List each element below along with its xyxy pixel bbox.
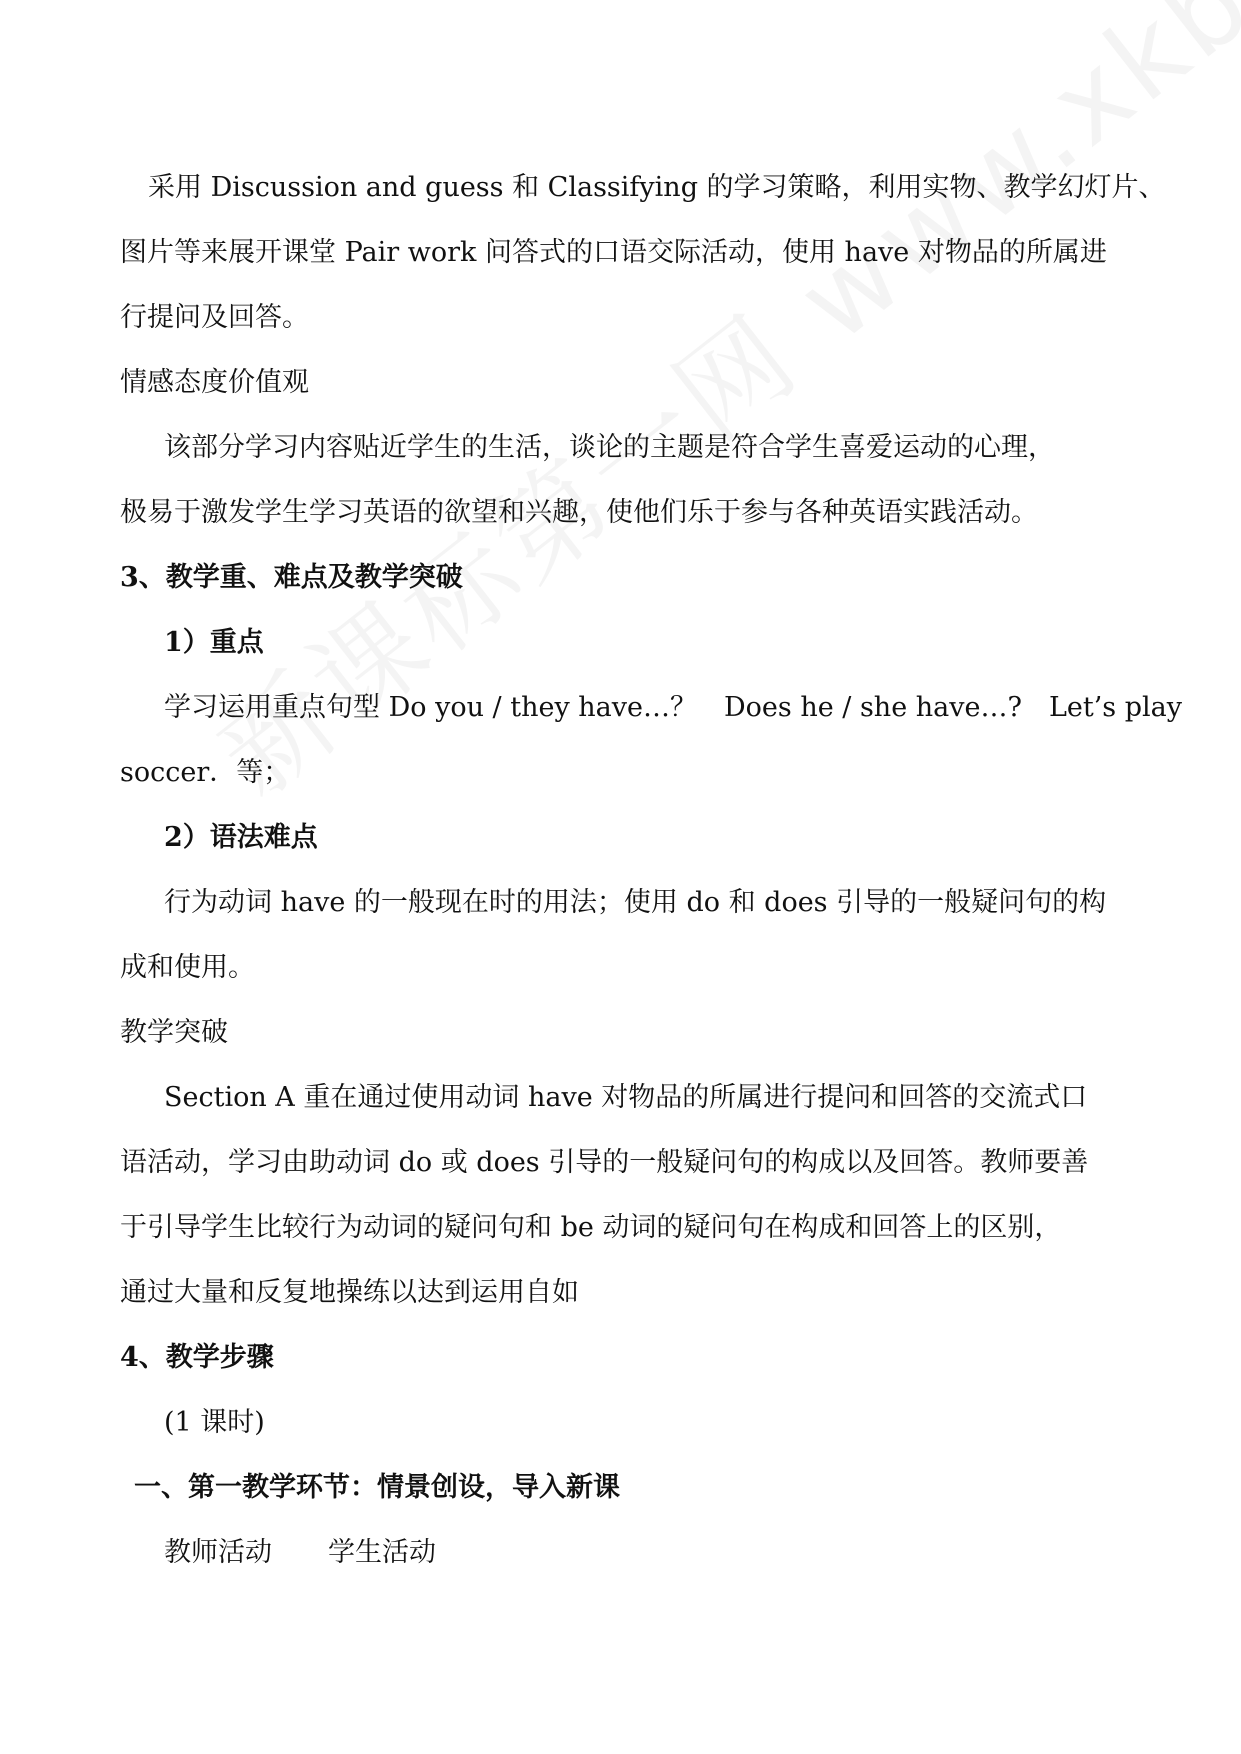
lesson-count: (1 课时) <box>164 1407 265 1438</box>
paragraph-line: 该部分学习内容贴近学生的生活，谈论的主题是符合学生喜爱运动的心理， <box>164 432 1055 463</box>
stage-heading-1: 一、第一教学环节：情景创设，导入新课 <box>134 1472 620 1503</box>
paragraph-line: 极易于激发学生学习英语的欲望和兴趣，使他们乐于参与各种英语实践活动。 <box>120 497 1038 528</box>
paragraph-line: 采用 Discussion and guess 和 Classifying 的学习策略，利用实物、教学幻灯片、 <box>148 172 1166 203</box>
paragraph-line: 行为动词 have 的一般现在时的用法；使用 do 和 does 引导的一般疑问句的构 <box>164 887 1107 918</box>
section-heading-4: 4、教学步骤 <box>120 1342 274 1373</box>
paragraph-line: 图片等来展开课堂 Pair work 问答式的口语交际活动，使用 have 对物品的所属进 <box>120 237 1107 268</box>
document-page <box>120 155 1182 1585</box>
paragraph-line: 行提问及回答。 <box>120 302 309 333</box>
paragraph-line: 语活动，学习由助动词 do 或 does 引导的一般疑问句的构成以及回答。教师要善 <box>120 1147 1089 1178</box>
activity-columns <box>120 1520 1135 1585</box>
section-heading-3: 3、教学重、难点及教学突破 <box>120 562 463 593</box>
paragraph-line: 于引导学生比较行为动词的疑问句和 be 动词的疑问句在构成和回答上的区别， <box>120 1212 1062 1243</box>
column-teacher-activity: 教师活动 <box>164 1537 272 1568</box>
paragraph-line: 学习运用重点句型 Do you / they have…？ Does he / she have…? Let’s play <box>164 692 1182 723</box>
column-student-activity: 学生活动 <box>328 1537 436 1568</box>
section-heading-breakthrough: 教学突破 <box>120 1017 228 1048</box>
paragraph-line: 通过大量和反复地操练以达到运用自如 <box>120 1277 579 1308</box>
paragraph-line: soccer．等； <box>120 757 291 788</box>
subheading-key-points: 1）重点 <box>164 627 264 658</box>
section-heading-emotion: 情感态度价值观 <box>120 367 309 398</box>
paragraph-line: 成和使用。 <box>120 952 255 983</box>
paragraph-line: Section A 重在通过使用动词 have 对物品的所属进行提问和回答的交流式口 <box>164 1082 1088 1113</box>
subheading-grammar-difficulty: 2）语法难点 <box>164 822 318 853</box>
